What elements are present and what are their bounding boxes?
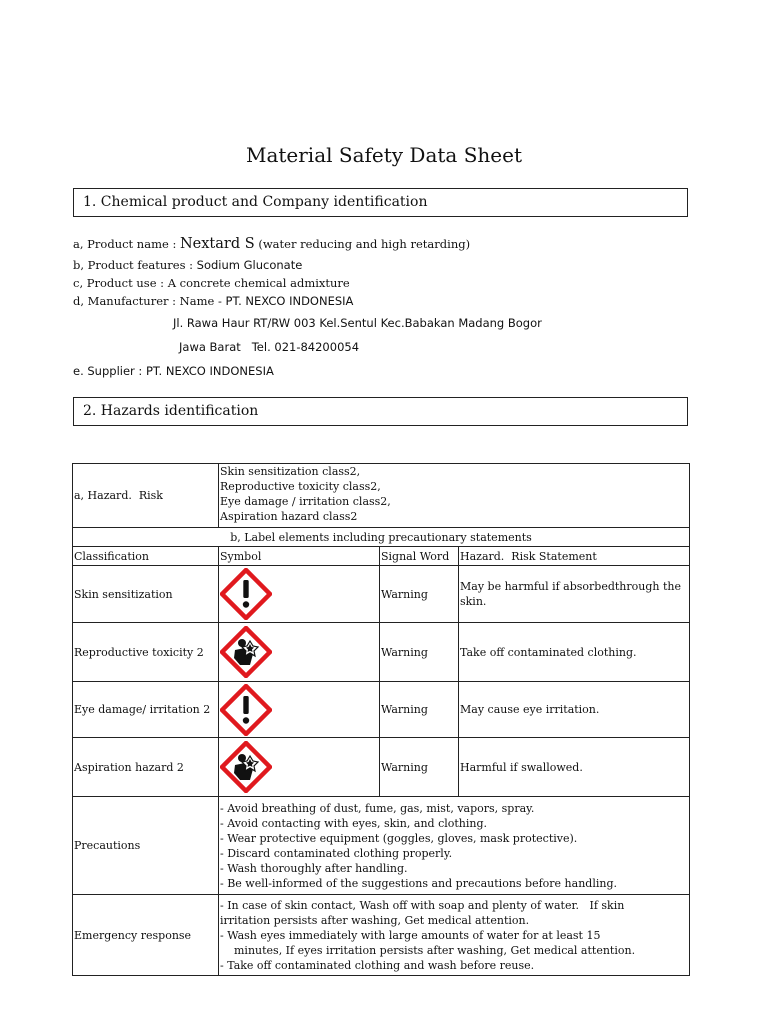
- hazard-table: [72, 463, 690, 976]
- address-line-1: Jl. Rawa Haur RT/RW 003 Kel.Sentul Kec.Babakan Madang Bogor: [173, 316, 542, 330]
- precautions-row: [73, 797, 690, 895]
- product-name-label: a, Product name :: [73, 237, 177, 251]
- column-header: Symbol: [219, 547, 380, 566]
- section-1-heading: 1. Chemical product and Company identification: [83, 194, 428, 210]
- signal-word-cell: Warning: [380, 738, 459, 797]
- table-row: [73, 738, 690, 797]
- emergency-item: - Wash eyes immediately with large amounts of water for at least 15: [220, 928, 601, 942]
- signal-word-cell: Warning: [380, 623, 459, 682]
- table-row: [73, 682, 690, 738]
- signal-word-cell: Warning: [380, 566, 459, 623]
- precaution-item: - Avoid contacting with eyes, skin, and clothing.: [220, 816, 488, 830]
- product-features-value: Sodium Gluconate: [196, 258, 303, 272]
- emergency-item: irritation persists after washing, Get medical attention.: [220, 913, 530, 927]
- classification-cell: Skin sensitization: [73, 566, 219, 623]
- emergency-item: - In case of skin contact, Wash off with soap and plenty of water. If skin: [220, 898, 625, 912]
- hazard-risk-item: Aspiration hazard class2: [220, 510, 358, 523]
- statement-cell: Harmful if swallowed.: [459, 738, 690, 797]
- manufacturer-label: d, Manufacturer : Name -: [73, 294, 222, 308]
- symbol-cell: [219, 566, 380, 623]
- classification-cell: Eye damage/ irritation 2: [73, 682, 219, 738]
- precaution-item: - Wash thoroughly after handling.: [220, 861, 408, 875]
- product-features-label: b, Product features :: [73, 258, 193, 272]
- precaution-item: - Be well-informed of the suggestions and precautions before handling.: [220, 876, 617, 890]
- symbol-cell: [219, 738, 380, 797]
- hazard-risk-item: Eye damage / irritation class2,: [220, 495, 391, 508]
- section-2-heading: 2. Hazards identification: [83, 403, 259, 419]
- precaution-item: - Discard contaminated clothing properly.: [220, 846, 453, 860]
- emergency-item: minutes, If eyes irritation persists after washing, Get medical attention.: [234, 943, 636, 957]
- statement-cell: May be harmful if absorbedthrough the skin.: [459, 566, 690, 623]
- product-use-line: c, Product use : A concrete chemical admixture: [73, 276, 350, 290]
- manufacturer-name: PT. NEXCO INDONESIA: [225, 294, 354, 308]
- classification-cell: Aspiration hazard 2: [73, 738, 219, 797]
- label-elements-row: [73, 528, 690, 547]
- product-name: Nextard S: [179, 236, 255, 252]
- emergency-item: - Take off contaminated clothing and wash before reuse.: [220, 958, 535, 972]
- statement-cell: Take off contaminated clothing.: [459, 623, 690, 682]
- hazard-risk-item: Skin sensitization class2,: [220, 465, 361, 478]
- statement-cell: May cause eye irritation.: [459, 682, 690, 738]
- table-header-row: [73, 547, 690, 566]
- hazard-risk-label: a, Hazard. Risk: [73, 464, 219, 528]
- emergency-response-label: Emergency response: [73, 895, 219, 976]
- exclamation-mark-pictogram-icon: [220, 684, 272, 736]
- product-features-line: [73, 258, 302, 272]
- hazard-risk-row: [73, 464, 690, 528]
- symbol-cell: [219, 682, 380, 738]
- symbol-cell: [219, 623, 380, 682]
- precautions-list: [219, 797, 690, 895]
- column-header: Hazard. Risk Statement: [459, 547, 690, 566]
- product-name-note: (water reducing and high retarding): [258, 237, 471, 251]
- health-hazard-pictogram-icon: [220, 741, 272, 793]
- column-header: Signal Word: [380, 547, 459, 566]
- precautions-label: Precautions: [73, 797, 219, 895]
- manufacturer-line: [73, 294, 353, 308]
- hazard-risk-item: Reproductive toxicity class2,: [220, 480, 381, 493]
- table-row: [73, 566, 690, 623]
- classification-cell: Reproductive toxicity 2: [73, 623, 219, 682]
- precaution-item: - Wear protective equipment (goggles, gloves, mask protective).: [220, 831, 578, 845]
- label-elements-heading: b, Label elements including precautionary statements: [73, 528, 690, 547]
- health-hazard-pictogram-icon: [220, 626, 272, 678]
- emergency-response-list: [219, 895, 690, 976]
- column-header: Classification: [73, 547, 219, 566]
- exclamation-mark-pictogram-icon: [220, 568, 272, 620]
- table-row: [73, 623, 690, 682]
- signal-word-cell: Warning: [380, 682, 459, 738]
- emergency-response-row: [73, 895, 690, 976]
- section-2-heading-box: [73, 397, 688, 426]
- document-title: Material Safety Data Sheet: [245, 143, 523, 167]
- section-1-heading-box: [73, 188, 688, 217]
- address-line-2: Jawa Barat Tel. 021-84200054: [179, 340, 360, 354]
- supplier-line: e. Supplier : PT. NEXCO INDONESIA: [73, 364, 274, 378]
- precaution-item: - Avoid breathing of dust, fume, gas, mist, vapors, spray.: [220, 801, 535, 815]
- product-name-line: [73, 236, 470, 252]
- hazard-risk-list: [219, 464, 690, 528]
